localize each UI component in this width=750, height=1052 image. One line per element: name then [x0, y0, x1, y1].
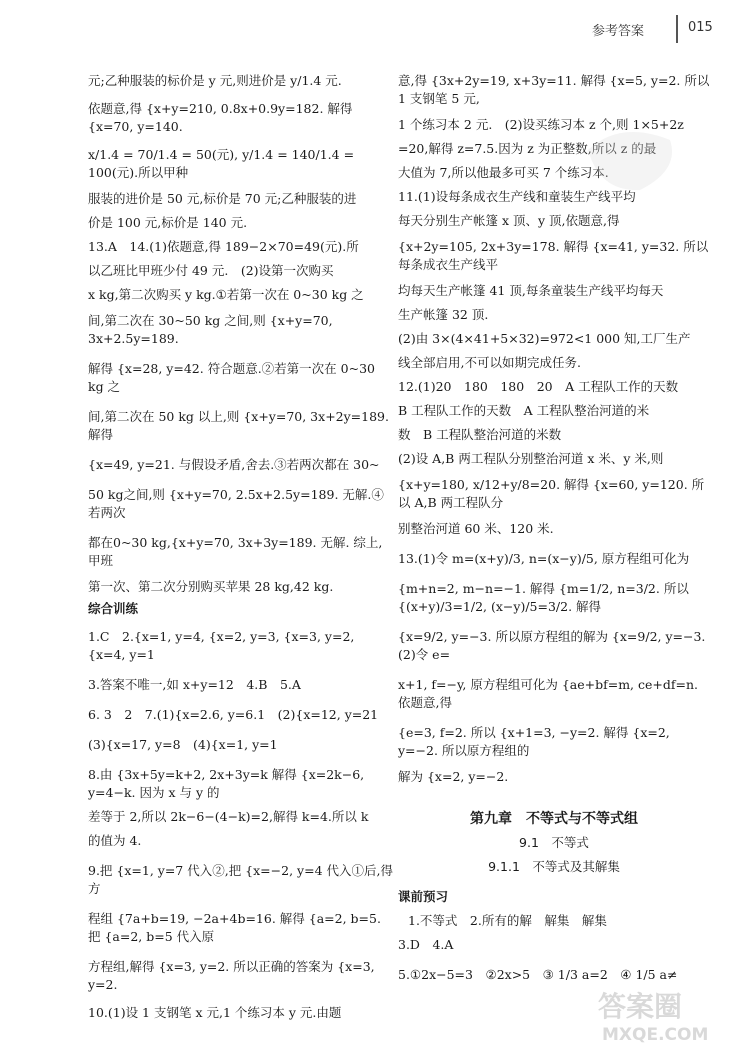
text-line: 价是 100 元,标价是 140 元. [88, 215, 248, 230]
text-line: (2)设 A,B 两工程队分别整治河道 x 米、y 米,则 [398, 451, 664, 466]
text-line: {x=49, y=21. 与假设矛盾,舍去.③若两次都在 30~ [88, 457, 380, 472]
text-line: {x+2y=105, 2x+3y=178. 解得 {x=41, y=32. 所以每条成衣生产线平 [398, 239, 709, 272]
text-line: 意,得 {3x+2y=19, x+3y=11. 解得 {x=5, y=2. 所以 1 支钢笔 5 元, [398, 73, 710, 106]
subsection-title: 9.1.1 不等式及其解集 [488, 859, 620, 874]
text-line: 13.(1)令 m=(x+y)/3, n=(x−y)/5, 原方程组可化为 [398, 551, 690, 566]
header-divider [676, 15, 678, 43]
page-header [0, 0, 750, 50]
text-line: 服装的进价是 50 元,标价是 70 元;乙种服装的进 [88, 191, 357, 206]
right-column [398, 72, 718, 984]
text-line: 6. 3 2 7.(1){x=2.6, y=6.1 (2){x=12, y=21 [88, 707, 379, 722]
text-line: 50 kg之间,则 {x+y=70, 2.5x+2.5y=189. 无解.④若两次 [88, 487, 384, 520]
text-line: 间,第二次在 30~50 kg 之间,则 {x+y=70, 3x+2.5y=189. [88, 313, 333, 346]
text-line: 方程组,解得 {x=3, y=2. 所以正确的答案为 {x=3, y=2. [88, 959, 375, 992]
text-line: 5.①2x−5=3 ②2x>5 ③ 1/3 a=2 ④ 1/5 a≠ [398, 967, 678, 982]
text-line: 1 个练习本 2 元. (2)设买练习本 z 个,则 1×5+2z [398, 117, 684, 132]
text-line: 别整治河道 60 米、120 米. [398, 521, 554, 536]
text-line: 10.(1)设 1 支钢笔 x 元,1 个练习本 y 元.由题 [88, 1005, 342, 1020]
preview-heading: 课前预习 [398, 889, 449, 904]
left-column [88, 72, 393, 1022]
text-line: 12.(1)20 180 180 20 A 工程队工作的天数 [398, 379, 679, 394]
text-line: 生产帐篷 32 顶. [398, 307, 489, 322]
watermark-logo [594, 986, 740, 1044]
text-line: {x=9/2, y=−3. 所以原方程组的解为 {x=9/2, y=−3. (2)令 e= [398, 629, 718, 662]
header-title: 参考答案 [592, 24, 645, 39]
text-line: 解为 {x=2, y=−2. [398, 769, 509, 784]
text-line: 数 B 工程队整治河道的米数 [398, 427, 562, 442]
section-title: 9.1 不等式 [519, 835, 589, 850]
page-number: 015 [688, 20, 713, 35]
text-line: x/1.4 = 70/1.4 = 50(元), y/1.4 = 140/1.4 = 100(元).所以甲种 [88, 147, 355, 180]
text-line: 程组 {7a+b=19, −2a+4b=16. 解得 {a=2, b=5. 把 {a=2, b=5 代入原 [88, 911, 381, 944]
text-line: 每天分别生产帐篷 x 顶、y 顶,依题意,得 [398, 213, 620, 228]
text-line: 以乙班比甲班少付 49 元. (2)设第一次购买 [88, 263, 334, 278]
text-line: {m+n=2, m−n=−1. 解得 {m=1/2, n=3/2. 所以 {(x+y)/3=1/2, (x−y)/5=3/2. 解得 [398, 581, 689, 614]
text-line: 的值为 4. [88, 833, 142, 848]
text-line: =20,解得 z=7.5.因为 z 为正整数,所以 z 的最 [398, 141, 657, 156]
text-line: 第一次、第二次分别购买苹果 28 kg,42 kg. [88, 579, 334, 594]
text-line: B 工程队工作的天数 A 工程队整治河道的米 [398, 403, 650, 418]
text-line: 大值为 7,所以他最多可买 7 个练习本. [398, 165, 609, 180]
text-line: 线全部启用,不可以如期完成任务. [398, 355, 581, 370]
text-line: 间,第二次在 50 kg 以上,则 {x+y=70, 3x+2y=189. 解得 [88, 409, 389, 442]
text-line: 3.答案不唯一,如 x+y=12 4.B 5.A [88, 677, 301, 692]
text-line: x+1, f=−y, 原方程组可化为 {ae+bf=m, ce+df=n. 依题意,得 [398, 677, 698, 710]
stamp-overlay [580, 110, 690, 200]
watermark-line2: MXQE.COM [602, 1025, 709, 1044]
text-line: x kg,第二次购买 y kg.①若第一次在 0~30 kg 之 [88, 287, 364, 302]
text-line: {x+y=180, x/12+y/8=20. 解得 {x=60, y=120. 所以 A,B 两工程队分 [398, 477, 705, 510]
text-line: (3){x=17, y=8 (4){x=1, y=1 [88, 737, 278, 752]
text-line: 11.(1)设每条成衣生产线和童装生产线平均 [398, 189, 636, 204]
text-line: 解得 {x=28, y=42. 符合题意.②若第一次在 0~30 kg 之 [88, 361, 375, 394]
text-line: 13.A 14.(1)依题意,得 189−2×70=49(元).所 [88, 239, 359, 254]
text-line: 元;乙种服装的标价是 y 元,则进价是 y/1.4 元. [88, 73, 342, 88]
text-line: 依题意,得 {x+y=210, 0.8x+0.9y=182. 解得 {x=70, y=140. [88, 101, 353, 134]
text-line: 1.不等式 2.所有的解 解集 解集 [408, 913, 607, 928]
text-line: 都在0~30 kg,{x+y=70, 3x+3y=189. 无解. 综上,甲班 [88, 535, 383, 568]
text-line: 8.由 {3x+5y=k+2, 2x+3y=k 解得 {x=2k−6, y=4−k. 因为 x 与 y 的 [88, 767, 365, 800]
text-line: 1.C 2.{x=1, y=4, {x=2, y=3, {x=3, y=2, {x=4, y=1 [88, 629, 355, 662]
text-line: 差等于 2,所以 2k−6−(4−k)=2,解得 k=4.所以 k [88, 809, 369, 824]
text-line: 均每天生产帐篷 41 顶,每条童装生产线平均每天 [398, 283, 664, 298]
text-line: 3.D 4.A [398, 937, 454, 952]
text-line: (2)由 3×(4×41+5×32)=972<1 000 知,工厂生产 [398, 331, 691, 346]
text-line: {e=3, f=2. 所以 {x+1=3, −y=2. 解得 {x=2, y=−2. 所以原方程组的 [398, 725, 670, 758]
section-heading-comprehensive: 综合训练 [88, 601, 139, 616]
watermark-line1: 答案圈 [598, 990, 683, 1023]
text-line: 9.把 {x=1, y=7 代入②,把 {x=−2, y=4 代入①后,得方 [88, 863, 393, 896]
chapter-title: 第九章 不等式与不等式组 [470, 811, 638, 827]
